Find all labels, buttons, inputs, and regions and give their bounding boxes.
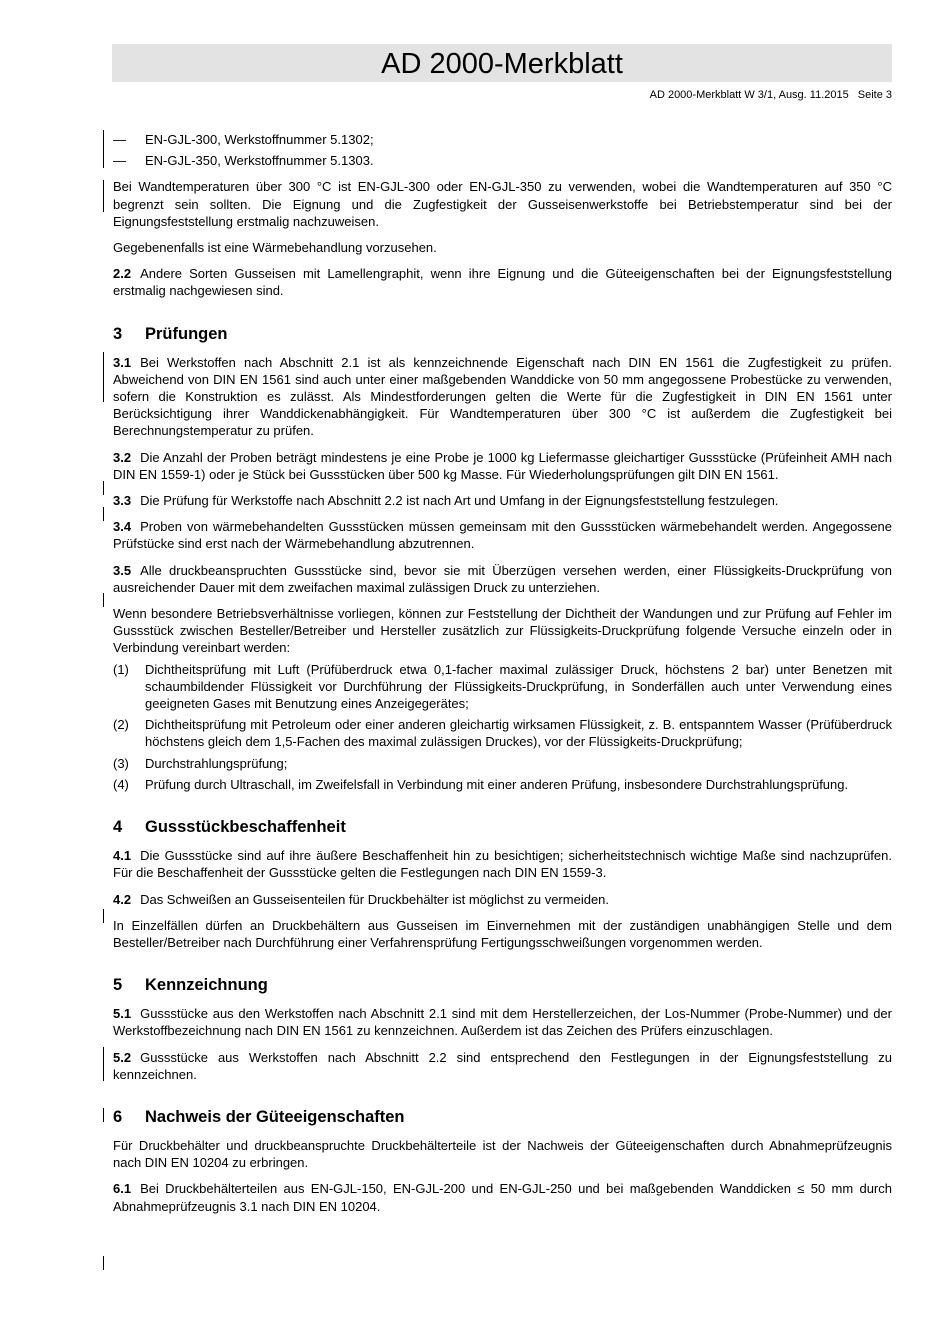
clause-text: Die Prüfung für Werkstoffe nach Abschnitt 2.2 ist nach Art und Umfang in der Eignungsfeststellung festzulegen.: [140, 493, 779, 509]
change-bar: [103, 593, 104, 607]
list-number: (3): [113, 755, 129, 771]
clause-4-1: [113, 847, 892, 881]
change-bar: [103, 130, 104, 168]
change-bar: [103, 1108, 104, 1122]
clause-text: Proben von wärmebehandelten Gussstücken müssen gemeinsam mit den Gussstücken wärmebehandelt werden. Angegossene Prüfstücke sind erst nach der Wärmebehandlung abzutrennen.: [113, 519, 892, 552]
clause-text: Die Gussstücke sind auf ihre äußere Beschaffenheit hin zu besichtigen; sicherheitstechnisch wichtige Maße sind nachzuprüfen. Für die Beschaffenheit der Gussstücke gelten die Festlegungen nach DIN EN 1559-3.: [113, 848, 892, 881]
page-number: Seite 3: [857, 89, 892, 101]
section-heading-6: [113, 1107, 892, 1127]
paragraph-einzelfaelle: In Einzelfällen dürfen an Druckbehältern aus Gusseisen im Einvernehmen mit der zuständigen unabhängigen Stelle und dem Besteller/Betreiber nach Durchführung einer Verfahrensprüfung Fertigungsschweißungen vorgenommen werden.: [113, 917, 892, 950]
change-bar: [103, 507, 104, 521]
change-bar: [103, 1256, 104, 1270]
list-item: [113, 152, 892, 169]
clause-number: 3.5: [113, 562, 132, 578]
paragraph-wandtemperatur: Bei Wandtemperaturen über 300 °C ist EN-GJL-300 oder EN-GJL-350 zu verwenden, wobei die Wandtemperaturen auf 350 °C begrenzt sein sollten. Die Eignung und die Zugfestigkeit der Gusseisenwerkstoffe bei Betriebstemperatur sind bei der Eignungsfeststellung erstmalig nachzuweisen.: [113, 179, 892, 229]
section-number: 3: [113, 324, 123, 343]
section-heading-5: [113, 975, 892, 995]
change-bar: [103, 180, 104, 212]
clause-number: 5.2: [113, 1049, 132, 1065]
section-title: Prüfungen: [145, 324, 228, 343]
clause-number: 4.1: [113, 848, 132, 864]
clause-3-2: [113, 449, 892, 483]
list-number: (1): [113, 661, 129, 677]
section-heading-3: [113, 324, 892, 344]
section-title: Gussstückbeschaffenheit: [145, 818, 346, 837]
list-item-text: Durchstrahlungsprüfung;: [145, 755, 288, 771]
list-number: (2): [113, 717, 129, 733]
section-title: Nachweis der Güteeigenschaften: [145, 1107, 405, 1126]
section-number: 4: [113, 818, 123, 837]
clause-text: Bei Druckbehälterteilen aus EN-GJL-150, EN-GJL-200 und EN-GJL-250 und bei maßgebenden Wanddicken ≤ 50 mm durch Abnahmeprüfzeugnis 3.1 nach DIN EN 10204.: [113, 1181, 892, 1214]
clause-text: Gussstücke aus den Werkstoffen nach Abschnitt 2.1 sind mit dem Herstellerzeichen, der Los-Nummer (Probe-Nummer) und der Werkstoffbezeichnung nach DIN EN 1561 zu kennzeichnen. Außerdem ist das Zeichen des Prüfers einzuschlagen.: [113, 1006, 892, 1039]
list-item-text: Prüfung durch Ultraschall, im Zweifelsfall in Verbindung mit einer anderen Prüfung, insbesondere Durchstrahlungsprüfung.: [145, 776, 849, 792]
document-body: [113, 131, 892, 1224]
clause-text: Alle druckbeanspruchten Gussstücke sind, bevor sie mit Überzügen versehen werden, einer Flüssigkeits-Druckprüfung von ausreichender Dauer mit dem zweifachen maximal zulässigen Druck zu unterziehen.: [113, 562, 892, 595]
paragraph-nachweis: Für Druckbehälter und druckbeanspruchte Druckbehälterteile ist der Nachweis der Güteeigenschaften durch Abnahmeprüfzeugnis nach DIN EN 10204 zu erbringen.: [113, 1137, 892, 1171]
change-bar: [103, 1047, 104, 1081]
clause-number: 3.4: [113, 519, 132, 535]
clause-number: 3.2: [113, 449, 132, 465]
document-reference: [650, 89, 892, 102]
clause-text: Bei Werkstoffen nach Abschnitt 2.1 ist als kennzeichnende Eigenschaft nach DIN EN 1561 die Zugfestigkeit zu prüfen. Abweichend von DIN EN 1561 sind auch unter einer maßgebenden Wanddicke von 50 mm angegossene Probestücke zu verwenden, sofern die Konstruktion es zulässt. Als Mindestforderungen gelten die Werte für die Zugfestigkeit in DIN EN 1561 unter Berücksichtigung ihrer Wanddickenabhängigkeit. Für Wandtemperaturen über 300 °C ist außerdem die Zugfestigkeit bei Berechnungstemperatur zu prüfen.: [113, 354, 892, 439]
clause-3-1: [113, 354, 892, 440]
paragraph-waermebehandlung: Gegebenenfalls ist eine Wärmebehandlung vorzusehen.: [113, 240, 437, 256]
list-item-text: EN-GJL-350, Werkstoffnummer 5.1303.: [145, 153, 374, 169]
clause-5-1: [113, 1005, 892, 1039]
clause-text: Die Anzahl der Proben beträgt mindestens je eine Probe je 1000 kg Liefermasse gleichartiger Gussstücke (Prüfeinheit AMH nach DIN EN 1559-1) oder je Stück bei Gussstücken über 500 kg Masse. Für Wiederholungsprüfungen gilt DIN EN 1561.: [113, 449, 892, 482]
clause-number: 6.1: [113, 1181, 132, 1197]
list-item: [113, 776, 892, 793]
document-title: AD 2000-Merkblatt: [381, 48, 623, 80]
clause-number: 2.2: [113, 266, 132, 282]
clause-number: 4.2: [113, 891, 132, 907]
clause-text: Andere Sorten Gusseisen mit Lamellengraphit, wenn ihre Eignung und die Güteeigenschaften bei der Eignungsfeststellung erstmalig nachgewiesen sind.: [113, 266, 892, 299]
section-title: Kennzeichnung: [145, 976, 268, 995]
section-heading-4: [113, 817, 892, 837]
list-item: [113, 661, 892, 713]
list-item: [113, 755, 892, 772]
list-number: (4): [113, 776, 129, 792]
clause-3-3: [113, 492, 892, 509]
list-item: [113, 716, 892, 750]
change-bar: [103, 909, 104, 923]
clause-number: 3.3: [113, 493, 132, 509]
clause-text: Das Schweißen an Gusseisenteilen für Druckbehälter ist möglichst zu vermeiden.: [140, 891, 610, 907]
change-bar: [103, 352, 104, 402]
list-item-text: EN-GJL-300, Werkstoffnummer 5.1302;: [145, 132, 374, 147]
list-item-text: Dichtheitsprüfung mit Petroleum oder einer anderen gleichartig wirksamen Flüssigkeit, z. B. entspanntem Wasser (Prüfüberdruck höchstens gleich dem 1,5-Fachen des maximal zulässigen Druckes), vor der Flüssigkeits-Druckprüfung;: [145, 717, 892, 750]
doc-ref: AD 2000-Merkblatt W 3/1, Ausg. 11.2015: [649, 89, 849, 101]
clause-text: Gussstücke aus Werkstoffen nach Abschnitt 2.2 sind entsprechend den Festlegungen in der Eignungsfeststellung zu kennzeichnen.: [113, 1049, 892, 1082]
dash-marker: —: [113, 132, 126, 147]
paragraph-betriebsverhaeltnisse: Wenn besondere Betriebsverhältnisse vorliegen, können zur Feststellung der Dichtheit der Wandungen und zur Prüfung auf Fehler im Gussstück zwischen Besteller/Betreiber und Hersteller zusätzlich zur Flüssigkeits-Druckprüfung folgende Versuche einzeln oder in Verbindung vereinbart werden:: [113, 606, 892, 656]
clause-3-5: [113, 562, 892, 596]
change-bar: [103, 481, 104, 495]
clause-5-2: [113, 1049, 892, 1083]
section-number: 5: [113, 976, 123, 995]
list-item: [113, 131, 892, 148]
clause-number: 3.1: [113, 354, 132, 370]
clause-6-1: [113, 1180, 892, 1214]
list-item-text: Dichtheitsprüfung mit Luft (Prüfüberdruck etwa 0,1-facher maximal zulässiger Druck, höchstens 2 bar) unter Benetzen mit schaumbildender Flüssigkeit vor Durchführung der Flüssigkeits-Druckprüfung, in Sonderfällen auch unter Verwendung eines geeigneten Gases mit Benutzung eines Anzeigegerätes;: [145, 661, 892, 712]
clause-4-2: [113, 891, 892, 908]
clause-number: 5.1: [113, 1006, 132, 1022]
section-number: 6: [113, 1107, 123, 1126]
dash-marker: —: [113, 153, 126, 169]
header-bar: [112, 44, 892, 82]
clause-2-2: [113, 265, 892, 299]
clause-3-4: [113, 518, 892, 552]
